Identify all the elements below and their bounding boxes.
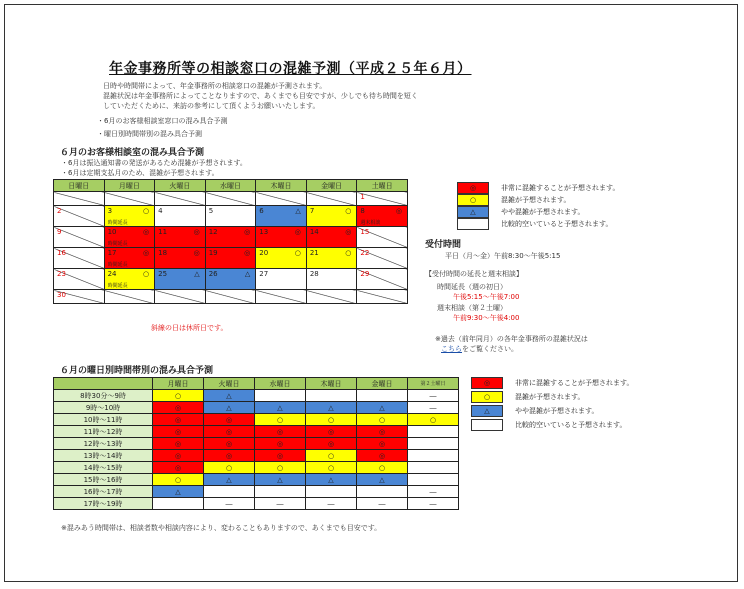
day-number: 27 [259,270,269,278]
hourly-row [54,462,459,474]
extension-label: 時間延長（週の初日） [437,283,507,291]
extension-heading: 【受付時間の延長と週末相談】 [425,270,523,278]
calendar-day-cell [256,290,307,304]
calendar-day-cell [357,290,408,304]
hourly-cell [408,426,459,438]
time-slot-label: 16時～17時 [54,486,153,498]
intro-line-3: していただくために、来訪の参考にして頂くようお願いいたします。 [103,102,320,110]
hourly-cell: △ [255,474,306,486]
hourly-cell: ◎ [204,450,255,462]
congestion-symbol: △ [194,270,200,278]
hourly-cell: ◎ [357,450,408,462]
hourly-cell [255,486,306,498]
time-slot-label: 12時～13時 [54,438,153,450]
hourly-column-header: 第２土曜日 [408,378,459,390]
calendar-day-cell [357,192,408,206]
congestion-symbol: ◎ [294,228,301,236]
day-number: 26 [208,270,218,278]
day-note: 時間延長 [107,241,128,247]
day-number: 4 [158,207,163,215]
hourly-row [54,438,459,450]
hourly-cell: ○ [357,414,408,426]
day-number: 1 [360,193,365,201]
day-number: 23 [57,270,66,278]
congestion-symbol: ◎ [395,207,402,215]
congestion-symbol: ○ [345,207,352,215]
day-note: 時間延長 [107,283,128,289]
congestion-symbol: ◎ [244,228,251,236]
hourly-cell: ― [255,498,306,510]
calendar-week-row [54,269,408,290]
time-slot-label: 11時～12時 [54,426,153,438]
hourly-cell: ○ [357,462,408,474]
hourly-cell: ― [306,498,357,510]
calendar-day-cell [104,227,155,248]
calendar-day-cell [256,206,307,227]
day-number: 20 [259,249,269,257]
hourly-cell: ○ [306,450,357,462]
day-note: 時間延長 [107,220,128,226]
calendar-day-cell [357,206,408,227]
weekday-header: 火曜日 [155,180,206,192]
hourly-cell: ― [408,486,459,498]
weekday-header: 日曜日 [54,180,105,192]
time-slot-label: 17時～19時 [54,498,153,510]
day-number: 7 [309,207,315,215]
reception-heading: 受付時間 [425,240,462,250]
day-number: 29 [360,270,370,278]
hourly-cell: ○ [255,462,306,474]
day-number: 12 [208,228,218,236]
hourly-cell: ◎ [153,438,204,450]
hourly-cell: △ [204,402,255,414]
extension-time: 午後5:15～午後7:00 [453,293,520,301]
hourly-row [54,414,459,426]
day-number: 19 [208,249,218,257]
legend-swatch: ○ [457,194,489,206]
link-calendar-section[interactable]: ・6月のお客様相談室窓口の混み具合予測 [97,117,228,125]
hourly-cell: ◎ [153,414,204,426]
day-number: 25 [158,270,168,278]
document-page [4,4,738,582]
calendar-table [53,179,408,304]
page-title: 年金事務所等の相談窓口の混雑予測（平成２５年６月） [109,61,472,77]
calendar-day-cell [54,248,105,269]
hourly-cell: △ [306,402,357,414]
time-slot-label: 10時～11時 [54,414,153,426]
hourly-cell [408,474,459,486]
calendar-note-1: ・6月は振込通知書の発送があるため混雑が予想されます。 [61,159,247,167]
hourly-cell: ○ [153,474,204,486]
day-number: 11 [158,228,168,236]
day-number: 24 [107,270,117,278]
calendar-heading: ６月のお客様相談室の混み具合予測 [60,148,205,158]
congestion-symbol: ◎ [244,249,251,257]
day-number: 10 [107,228,117,236]
hourly-cell: ◎ [204,414,255,426]
calendar-day-cell [205,248,256,269]
legend-text: やや混雑が予想されます。 [501,208,585,216]
hourly-cell: △ [255,402,306,414]
hourly-cell [408,450,459,462]
calendar-day-cell [104,290,155,304]
hourly-cell: ◎ [357,438,408,450]
day-number: 14 [309,228,319,236]
calendar-day-cell [256,227,307,248]
congestion-symbol: ◎ [143,228,150,236]
day-number: 13 [259,228,269,236]
calendar-day-cell [104,206,155,227]
day-number: 5 [208,207,214,215]
time-slot-label: 8時30分～9時 [54,390,153,402]
hourly-cell [153,498,204,510]
hourly-cell: ― [204,498,255,510]
reception-hours: 平日（月～金）午前8:30～午後5:15 [445,252,561,260]
hourly-cell: ◎ [153,450,204,462]
hourly-cell: ― [408,402,459,414]
congestion-symbol: ◎ [345,228,352,236]
hourly-cell [408,462,459,474]
hourly-cell [306,390,357,402]
congestion-symbol: ◎ [143,249,150,257]
hourly-row [54,402,459,414]
hourly-cell: ― [357,498,408,510]
calendar-day-cell [205,192,256,206]
calendar-day-cell [104,248,155,269]
weekday-header: 木曜日 [256,180,307,192]
time-slot-label: 9時～10時 [54,402,153,414]
hourly-column-header: 水曜日 [255,378,306,390]
hourly-column-header: 月曜日 [153,378,204,390]
intro-line-2: 混雑状況は年金事務所によってことなりますので、あくまでも目安ですが、少しでも待ち時間を短く [103,92,418,100]
calendar-day-cell [54,290,105,304]
calendar-week-row [54,227,408,248]
congestion-symbol: ○ [143,207,150,215]
congestion-symbol: ○ [345,249,352,257]
day-number: 17 [107,249,117,257]
congestion-symbol: ◎ [193,249,200,257]
day-number: 2 [57,207,62,215]
calendar-day-cell [357,227,408,248]
weekday-header: 水曜日 [205,180,256,192]
hourly-cell: ◎ [357,426,408,438]
calendar-day-cell [205,227,256,248]
calendar-day-cell [306,269,357,290]
past-note-line-2 [441,344,518,354]
calendar-week-row [54,290,408,304]
calendar-day-cell [104,269,155,290]
calendar-day-cell [54,269,105,290]
hourly-cell: △ [357,402,408,414]
time-slot-label: 14時～15時 [54,462,153,474]
calendar-header-row [54,180,408,192]
day-number: 6 [259,207,264,215]
day-note: 時間延長 [107,262,128,268]
hourly-cell: ○ [306,462,357,474]
calendar-day-cell [155,227,206,248]
day-number: 9 [57,228,62,236]
legend-swatch: △ [471,405,503,417]
calendar-day-cell [54,227,105,248]
hourly-row [54,450,459,462]
congestion-symbol: △ [244,270,251,278]
hourly-cell: ― [408,390,459,402]
day-number: 28 [309,270,319,278]
calendar-day-cell [155,206,206,227]
day-number: 22 [360,249,370,257]
legend-swatch [471,419,503,431]
legend-text: 混雑が予想されます。 [515,393,585,401]
calendar-day-cell [155,269,206,290]
hourly-table [53,377,459,510]
calendar-day-cell [54,192,105,206]
calendar-day-cell [306,206,357,227]
time-slot-label: 15時～16時 [54,474,153,486]
hourly-column-header: 火曜日 [204,378,255,390]
day-number: 3 [107,207,113,215]
hourly-row [54,486,459,498]
legend-swatch: ◎ [471,377,503,389]
hourly-cell: △ [153,486,204,498]
hourly-cell: △ [357,474,408,486]
hourly-cell: ○ [153,390,204,402]
day-note: 週末相談 [360,220,381,226]
hourly-row [54,474,459,486]
hourly-column-header: 金曜日 [357,378,408,390]
calendar-day-cell [155,248,206,269]
calendar-day-cell [306,192,357,206]
congestion-symbol: ○ [294,249,301,257]
hourly-cell: ◎ [204,426,255,438]
day-number: 18 [158,249,168,257]
day-number: 16 [57,249,66,257]
hourly-row [54,498,459,510]
calendar-day-cell [54,206,105,227]
hourly-cell: ◎ [255,426,306,438]
hourly-cell: ◎ [306,438,357,450]
hourly-footnote: ※混みあう時間帯は、相談者数や相談内容により、変わることもありますので、あくまでも目安です。 [61,524,382,532]
hourly-row [54,426,459,438]
calendar-day-cell [205,269,256,290]
calendar-day-cell [205,290,256,304]
hourly-cell: ◎ [255,438,306,450]
calendar-day-cell [306,248,357,269]
calendar-week-row [54,248,408,269]
calendar-day-cell [357,248,408,269]
hourly-heading: ６月の曜日別時間帯別の混み具合予測 [60,366,214,376]
hourly-header-row [54,378,459,390]
congestion-symbol: ○ [143,270,150,278]
legend-text: 比較的空いていると予想されます。 [501,220,613,228]
legend-swatch [457,218,489,230]
hourly-column-header: 木曜日 [306,378,357,390]
hourly-cell: ◎ [153,402,204,414]
hourly-cell: ◎ [153,426,204,438]
hourly-cell: ― [408,498,459,510]
legend-swatch: ○ [471,391,503,403]
hourly-cell: △ [204,474,255,486]
legend-text: やや混雑が予想されます。 [515,407,599,415]
hourly-cell: △ [204,390,255,402]
calendar-day-cell [155,192,206,206]
congestion-symbol: △ [295,207,301,215]
day-number: 30 [57,291,66,299]
calendar-footnote: 斜線の日は休所日です。 [151,324,228,332]
time-slot-label: 13時～14時 [54,450,153,462]
calendar-day-cell [256,192,307,206]
calendar-day-cell [205,206,256,227]
day-number: 21 [309,249,319,257]
past-note-line: ※過去（前年同月）の各年金事務所の混雑状況は [435,335,588,343]
calendar-day-cell [256,269,307,290]
hourly-cell [357,486,408,498]
calendar-week-row [54,206,408,227]
hourly-cell: ◎ [255,450,306,462]
hourly-cell [204,486,255,498]
legend-text: 比較的空いていると予想されます。 [515,421,627,429]
hourly-cell: ○ [204,462,255,474]
hourly-cell [255,390,306,402]
day-number: 15 [360,228,370,236]
hourly-cell [408,438,459,450]
calendar-day-cell [306,290,357,304]
hourly-cell: ◎ [204,438,255,450]
link-hourly-section[interactable]: ・曜日別時間帯別の混み具合予測 [97,130,202,138]
calendar-day-cell [306,227,357,248]
hourly-cell [306,486,357,498]
legend-text: 非常に混雑することが予想されます。 [501,184,620,192]
day-number: 8 [360,207,365,215]
legend-text: 混雑が予想されます。 [501,196,571,204]
calendar-day-cell [357,269,408,290]
calendar-day-cell [104,192,155,206]
hourly-cell [357,390,408,402]
legend-text: 非常に混雑することが予想されます。 [515,379,634,387]
hourly-cell: ○ [408,414,459,426]
calendar-week-row [54,192,408,206]
calendar-day-cell [256,248,307,269]
calendar-day-cell [155,290,206,304]
hourly-row [54,390,459,402]
hourly-cell: ◎ [153,462,204,474]
hourly-cell: ○ [306,414,357,426]
weekend-time: 午前9:30～午後4:00 [453,314,520,322]
weekday-header: 金曜日 [306,180,357,192]
legend-swatch: ◎ [457,182,489,194]
weekday-header: 月曜日 [104,180,155,192]
congestion-symbol: ◎ [193,228,200,236]
intro-line-1: 日時や時間帯によって、年金事務所の相談窓口の混雑が予測されます。 [103,82,327,90]
hourly-cell: ○ [255,414,306,426]
past-note-suffix: をご覧ください。 [462,345,518,353]
hourly-corner [54,378,153,390]
weekend-label: 週末相談（第２土曜） [437,304,507,312]
hourly-cell: △ [306,474,357,486]
hourly-cell: ◎ [306,426,357,438]
legend-swatch: △ [457,206,489,218]
weekday-header: 土曜日 [357,180,408,192]
past-status-link[interactable]: こちら [441,345,462,353]
calendar-note-2: ・6月は定期支払月のため、混雑が予想されます。 [61,169,219,177]
